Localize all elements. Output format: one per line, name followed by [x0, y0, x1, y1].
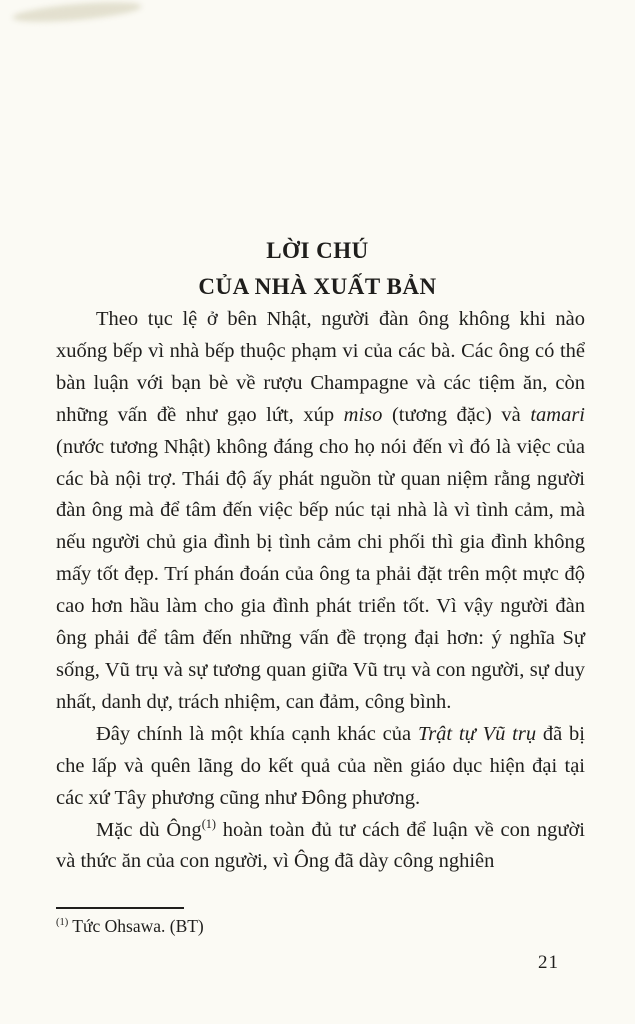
- footnote-marker: (1): [56, 917, 69, 929]
- text-segment: hoàn toàn đủ tư cách để luận về con người và thức ăn của con người, vì Ông đã dày công nghiên: [56, 818, 586, 873]
- text-segment: (tương đặc) và: [382, 403, 531, 426]
- text-segment: miso: [343, 403, 383, 426]
- scan-smudge: [12, 0, 143, 26]
- footnote: [56, 907, 585, 938]
- footnote-divider: [56, 907, 184, 909]
- section-title: [0, 233, 635, 305]
- text-segment: Đây chính là một khía cạnh khác của: [96, 722, 418, 745]
- text-segment: Mặc dù Ông: [96, 818, 202, 841]
- section-title-line1: LỜI CHÚ: [266, 238, 369, 263]
- text-segment: tamari: [530, 403, 585, 426]
- footnote-body: Tức Ohsawa. (BT): [68, 916, 204, 936]
- footnote-reference: (1): [201, 816, 217, 831]
- section-title-line2: CỦA NHÀ XUẤT BẢN: [198, 274, 437, 299]
- text-segment: Theo tục lệ ở bên Nhật, người đàn ông không khi nào xuống bếp vì nhà bếp thuộc phạm vi của các bà. Các ông có thể bàn luận với bạn bè về rượu Champagne và các tiệm ăn, còn những vấn đề như gạo lứt, xúp: [56, 308, 585, 426]
- text-segment: (nước tương Nhật) không đáng cho họ nói đến vì đó là việc của các bà nội trợ. Thái độ ấy phát nguồn từ quan niệm rằng người đàn ông mà để tâm đến việc bếp núc tại nhà là vì tình cảm, mà nếu người chủ gia đình bị tình cảm chi phối thì gia đình không mấy tốt đẹp. Trí phán đoán của ông ta phải đặt trên một mực độ cao hơn hầu làm cho gia đình phát triển tốt. Vì vậy người đàn ông phải để tâm đến những vấn đề trọng đại hơn: ý nghĩa Sự sống, Vũ trụ và sự tương quan giữa Vũ trụ và con người, sự duy nhất, danh dự, trách nhiệm, can đảm, công bình.: [56, 435, 585, 713]
- paragraph: [56, 719, 585, 815]
- page-number: 21: [538, 952, 559, 973]
- paragraph: [56, 304, 585, 719]
- footnote-text: [56, 914, 585, 938]
- paragraph: [56, 815, 585, 879]
- text-segment: Trật tự Vũ trụ: [417, 722, 537, 745]
- body-text: [56, 304, 585, 878]
- text-segment: đã bị che lấp và quên lãng do kết quả của nền giáo dục hiện đại tại các xứ Tây phương cũng như Đông phương.: [56, 722, 586, 809]
